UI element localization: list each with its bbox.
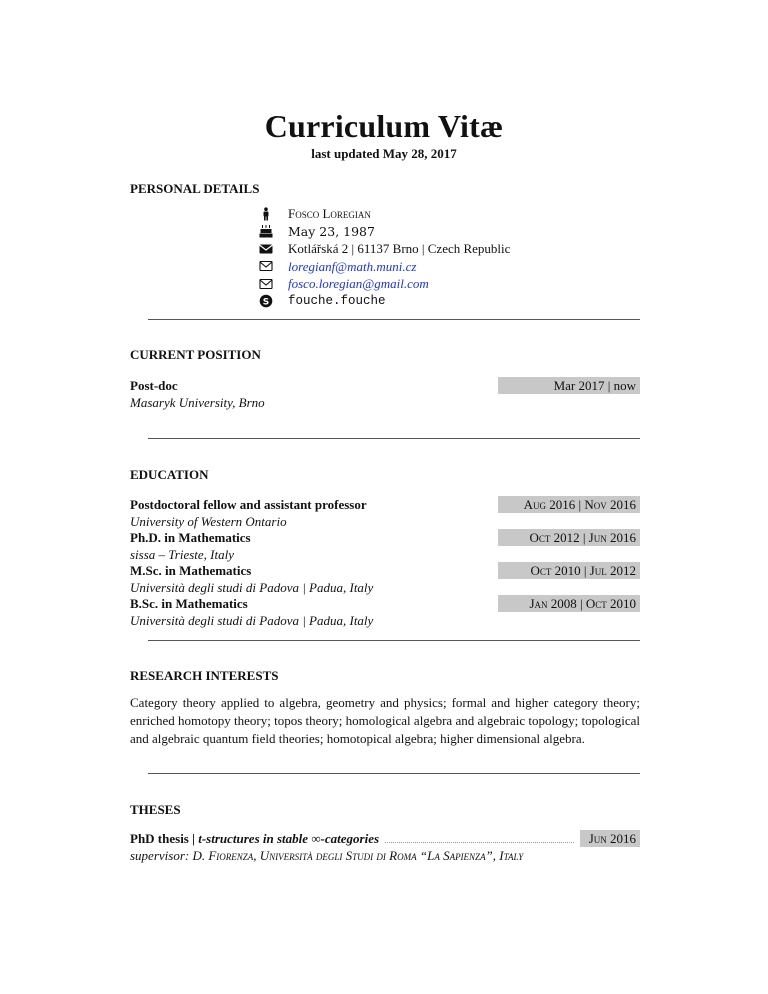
thesis-date: Jun 2016 <box>580 830 640 847</box>
education-place: sissa – Trieste, Italy <box>130 547 235 562</box>
skype-icon <box>258 293 274 309</box>
detail-birth-row <box>258 223 638 241</box>
envelope-icon <box>258 276 274 292</box>
education-role: B.Sc. in Mathematics <box>130 596 248 611</box>
email-link-work[interactable]: loregianf@math.muni.cz <box>288 258 417 274</box>
skype-handle: fouche.fouche <box>288 293 386 308</box>
education-role: Ph.D. in Mathematics <box>130 530 251 545</box>
education-role: Postdoctoral fellow and assistant professor <box>130 497 367 512</box>
detail-name-row <box>258 205 638 223</box>
divider <box>148 438 640 439</box>
education-entry <box>130 595 640 629</box>
thesis-supervisor-line <box>130 847 640 864</box>
section-title-position: CURRENT POSITION <box>130 347 261 362</box>
education-dates: Oct 2012 | Jun 2016 <box>498 529 640 546</box>
thesis-label: PhD thesis | <box>130 831 199 846</box>
divider <box>148 773 640 774</box>
birth-date: May 23, 1987 <box>288 223 375 239</box>
person-icon <box>258 206 274 222</box>
section-title-research: RESEARCH INTERESTS <box>130 668 279 683</box>
detail-email1-row <box>258 258 638 276</box>
research-paragraph: Category theory applied to algebra, geometry and physics; formal and higher category theory; enriched homotopy theory; topos theory; homological algebra and algebraic topology; topological and algebraic quantum field theories; homotopical algebra; higher dimensional algebra. <box>130 695 640 746</box>
education-role: M.Sc. in Mathematics <box>130 563 252 578</box>
education-entry <box>130 496 640 530</box>
detail-email2-row <box>258 275 638 293</box>
education-entry <box>130 562 640 596</box>
divider <box>148 319 640 320</box>
education-place: Università degli studi di Padova | Padua, Italy <box>130 580 374 595</box>
svg-text:S: S <box>262 297 270 308</box>
divider <box>148 640 640 641</box>
education-dates: Oct 2010 | Jul 2012 <box>498 562 640 579</box>
full-name: Fosco Loregian <box>288 206 371 222</box>
position-place: Masaryk University, Brno <box>130 395 265 410</box>
education-place: Università degli studi di Padova | Padua, Italy <box>130 613 374 628</box>
education-dates: Aug 2016 | Nov 2016 <box>498 496 640 513</box>
section-title-theses: THESES <box>130 802 181 817</box>
thesis-line <box>130 830 640 847</box>
birthday-cake-icon <box>258 223 274 239</box>
last-updated: last updated May 28, 2017 <box>311 146 457 161</box>
dotted-leader <box>385 842 574 843</box>
position-role: Post-doc <box>130 378 178 393</box>
supervisor-label: supervisor: <box>130 848 193 863</box>
thesis-entry <box>130 830 640 864</box>
education-place: University of Western Ontario <box>130 514 287 529</box>
section-title-personal: PERSONAL DETAILS <box>130 181 260 196</box>
postal-address: Kotlářská 2 | 61137 Brno | Czech Republic <box>288 241 511 257</box>
email-link-personal[interactable]: fosco.loregian@gmail.com <box>288 276 429 292</box>
supervisor-name: D. Fiorenza, Università degli Studi di Roma “La Sapienza”, Italy <box>192 848 524 863</box>
position-dates: Mar 2017 | now <box>498 377 640 394</box>
page-title: Curriculum Vitæ <box>264 108 504 144</box>
personal-details <box>258 205 638 310</box>
thesis-heading <box>130 830 379 847</box>
education-dates: Jan 2008 | Oct 2010 <box>498 595 640 612</box>
detail-skype-row <box>258 293 638 311</box>
detail-address-row <box>258 240 638 258</box>
envelope-filled-icon <box>258 241 274 257</box>
position-entry <box>130 377 640 411</box>
section-title-education: EDUCATION <box>130 467 209 482</box>
envelope-icon <box>258 258 274 274</box>
education-entry <box>130 529 640 563</box>
thesis-title: t-structures in stable ∞-categories <box>198 831 380 846</box>
